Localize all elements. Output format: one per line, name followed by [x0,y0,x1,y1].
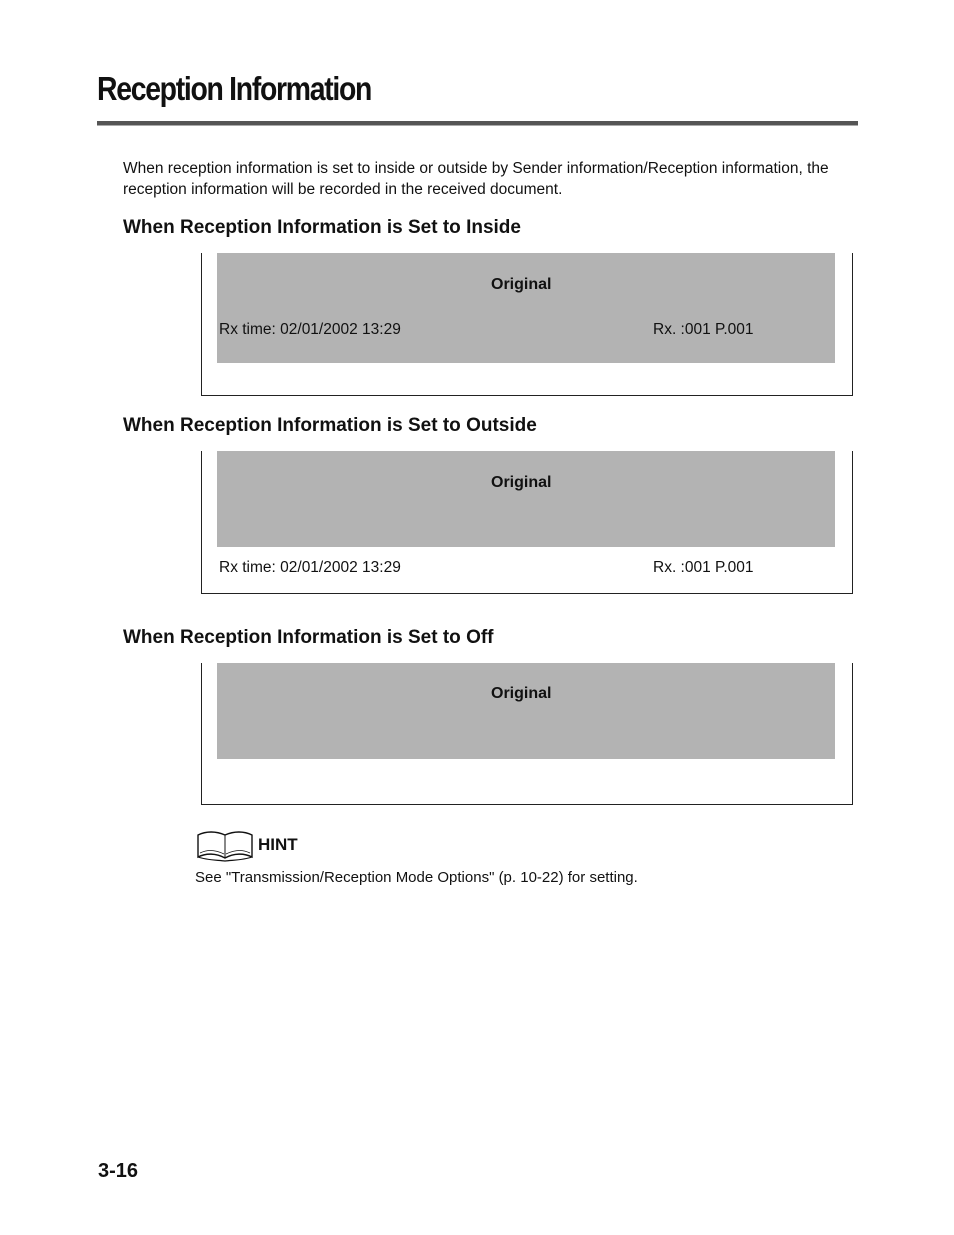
rx-time-text: Rx time: 02/01/2002 13:29 [219,321,401,338]
original-document-area [217,451,835,547]
page-title: Reception Information [97,70,372,107]
hint-text: See "Transmission/Reception Mode Options" (p. 10-22) for setting. [195,869,638,886]
rx-page-text: Rx. :001 P.001 [653,321,754,338]
diagram-off [201,663,853,805]
original-label: Original [491,276,552,293]
original-document-area [217,253,835,363]
intro-paragraph: When reception information is set to inside or outside by Sender information/Reception information, the reception information will be recorded in the received document. [123,160,829,198]
original-label: Original [491,685,552,702]
rx-page-text: Rx. :001 P.001 [653,559,754,576]
page-number: 3-16 [98,1160,139,1182]
original-label: Original [491,474,552,491]
rx-time-text: Rx time: 02/01/2002 13:29 [219,559,401,576]
title-rule [97,121,858,126]
section-heading-outside: When Reception Information is Set to Outside [123,415,537,436]
book-icon [196,829,254,863]
original-document-area [217,663,835,759]
diagram-outside [201,451,853,594]
diagram-inside [201,253,853,396]
hint-label: HINT [258,835,298,854]
section-heading-inside: When Reception Information is Set to Inside [123,217,521,238]
section-heading-off: When Reception Information is Set to Off [123,627,494,648]
